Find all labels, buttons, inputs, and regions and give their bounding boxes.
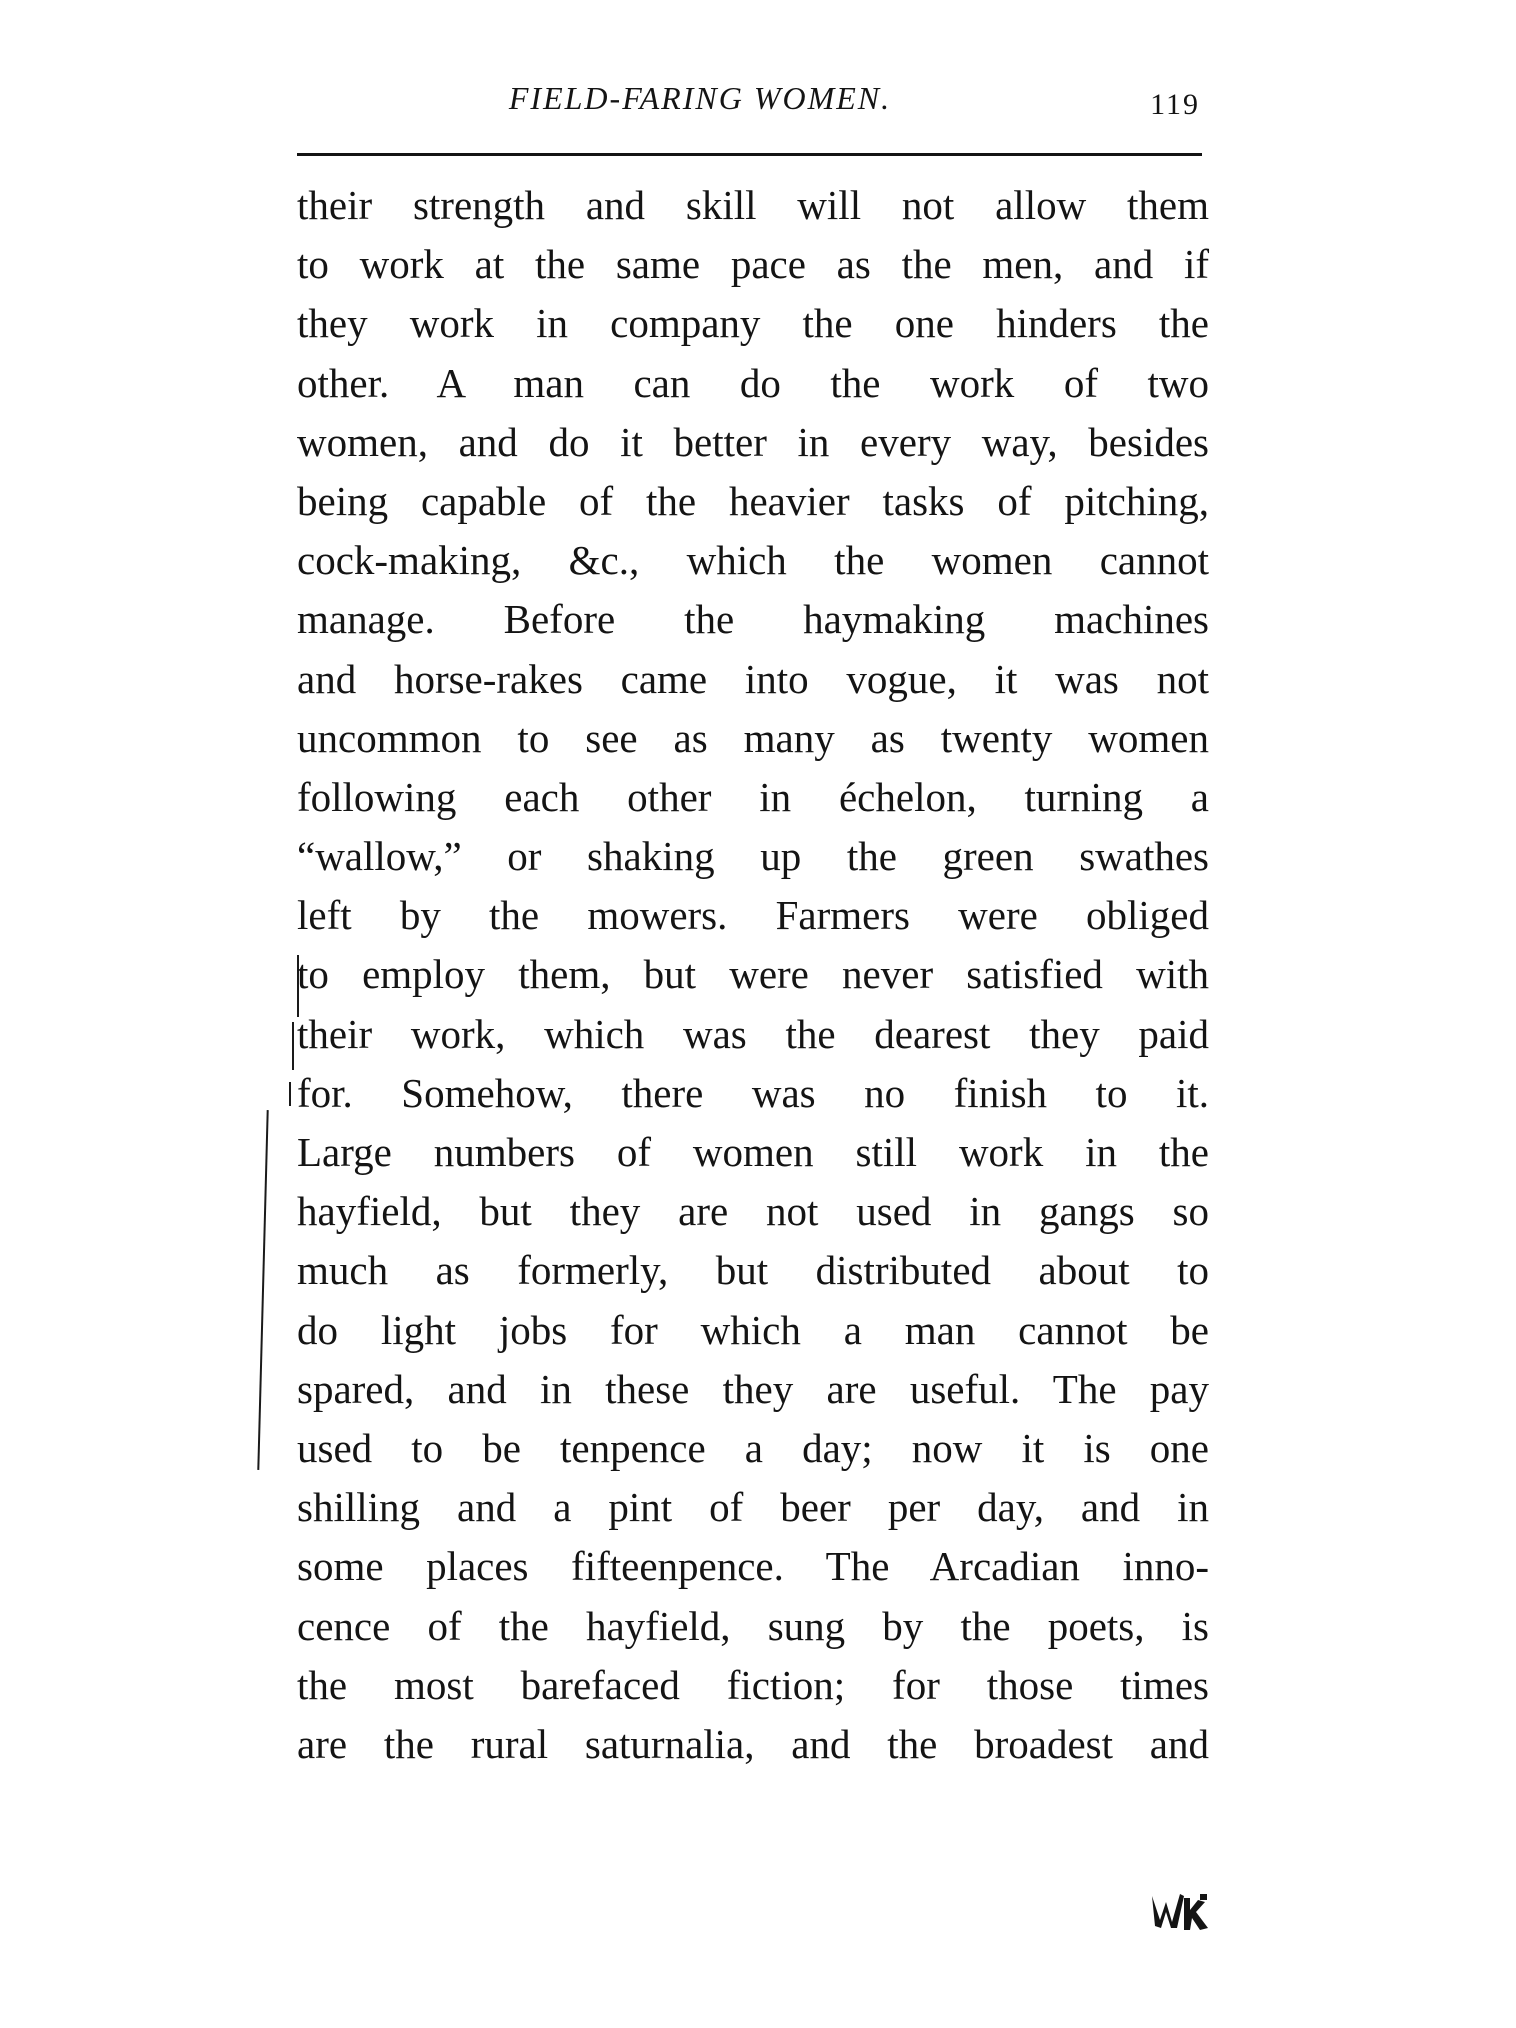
text-line: uncommon to see as many as twenty women [297, 714, 1209, 761]
text-line: manage. Before the haymaking machines [297, 596, 1209, 643]
header-rule [297, 153, 1202, 156]
text-line: other. A man can do the work of two [297, 359, 1209, 406]
text-line: some places fifteenpence. The Arcadian inno- [297, 1543, 1209, 1590]
text-line: and horse-rakes came into vogue, it was not [297, 655, 1209, 702]
text-line: being capable of the heavier tasks of pitching, [297, 477, 1209, 524]
page-number: 119 [1150, 88, 1200, 121]
text-line: do light jobs for which a man cannot be [297, 1306, 1209, 1353]
text-line: are the rural saturnalia, and the broadest and [297, 1720, 1209, 1767]
text-line: cock-making, &c., which the women cannot [297, 537, 1209, 584]
text-line: the most barefaced fiction; for those times [297, 1661, 1209, 1708]
text-line: to employ them, but were never satisfied with [297, 951, 1209, 998]
margin-mark [292, 1022, 294, 1070]
margin-line [257, 1110, 268, 1470]
text-line: cence of the hayfield, sung by the poets, is [297, 1602, 1209, 1649]
text-line: following each other in échelon, turning a [297, 773, 1209, 820]
text-line: “wallow,” or shaking up the green swathes [297, 833, 1209, 880]
text-line: spared, and in these they are useful. The pay [297, 1365, 1209, 1412]
text-line: to work at the same pace as the men, and if [297, 241, 1209, 288]
margin-mark [289, 1082, 291, 1106]
running-head [300, 80, 1210, 140]
text-line: shilling and a pint of beer per day, and in [297, 1484, 1209, 1531]
text-line: women, and do it better in every way, besides [297, 418, 1209, 465]
body-text [297, 176, 1209, 1774]
text-line: hayfield, but they are not used in gangs so [297, 1188, 1209, 1235]
text-line: their strength and skill will not allow them [297, 182, 1209, 228]
signature-mark-icon [1150, 1890, 1212, 1934]
text-line: much as formerly, but distributed about to [297, 1247, 1209, 1294]
text-line: for. Somehow, there was no finish to it. [297, 1069, 1209, 1116]
running-title: FIELD-FARING WOMEN. [508, 80, 892, 116]
text-line: their work, which was the dearest they paid [297, 1010, 1209, 1057]
text-line: left by the mowers. Farmers were obliged [297, 892, 1209, 939]
text-line: Large numbers of women still work in the [297, 1129, 1209, 1175]
text-line: they work in company the one hinders the [297, 300, 1209, 347]
text-line: used to be tenpence a day; now it is one [297, 1424, 1209, 1471]
